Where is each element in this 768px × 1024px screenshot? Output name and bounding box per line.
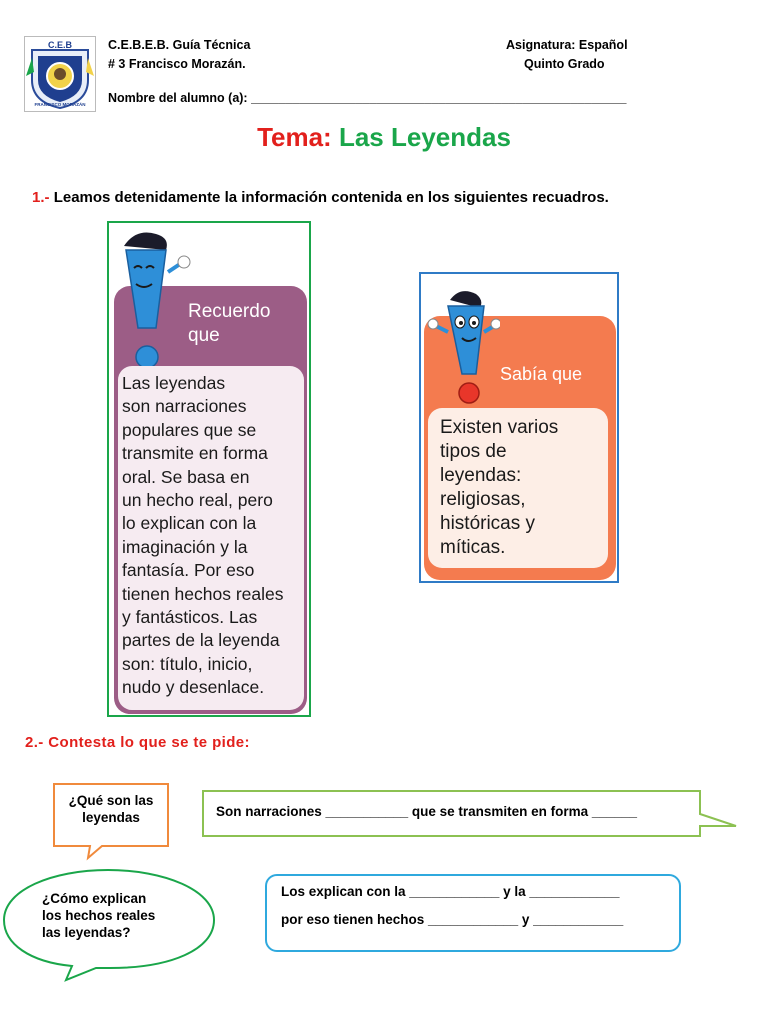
card-recuerdo-heading-line2: que <box>188 325 220 346</box>
card-recuerdo-line: fantasía. Por eso <box>122 560 255 581</box>
card-recuerdo-line: partes de la leyenda <box>122 630 280 651</box>
card-recuerdo-line: y fantásticos. Las <box>122 607 258 628</box>
grade-label: Quinto Grado <box>524 57 605 71</box>
question-2-line3: las leyendas? <box>42 925 131 940</box>
instruction-1-number: 1.- <box>32 189 50 206</box>
card-sabia-heading: Sabía que <box>500 364 583 384</box>
title-prefix: Tema: <box>257 122 332 152</box>
card-recuerdo-line: populares que se <box>122 419 257 440</box>
card-recuerdo-line: tienen hechos reales <box>122 583 284 604</box>
exclamation-character-icon <box>424 288 500 406</box>
card-recuerdo-heading-line1: Recuerdo <box>188 301 271 322</box>
card-recuerdo-line: un hecho real, pero <box>122 490 273 511</box>
school-guide-number: # 3 Francisco Morazán. <box>108 57 246 71</box>
answer-2-line2[interactable]: por eso tienen hechos ____________ y ____________ <box>281 912 624 927</box>
card-recuerdo-line: transmite en forma <box>122 443 268 464</box>
school-logo <box>24 36 96 112</box>
question-2-text <box>42 890 202 941</box>
card-sabia-line: Existen varios <box>440 417 559 438</box>
card-recuerdo-line: son: título, inicio, <box>122 653 253 674</box>
instruction-1-text: Leamos detenidamente la información contenida en los siguientes recuadros. <box>53 189 609 206</box>
question-1-line1: ¿Qué son las <box>68 793 154 808</box>
question-2-line1: ¿Cómo explican <box>42 891 147 906</box>
page-title <box>0 122 768 153</box>
card-recuerdo-text <box>122 372 304 700</box>
card-sabia-line: religiosas, <box>440 489 526 510</box>
answer-2-line1[interactable]: Los explican con la ____________ y la ____________ <box>281 884 620 899</box>
card-recuerdo-line: oral. Se basa en <box>122 466 250 487</box>
school-name: C.E.B.E.B. Guía Técnica <box>108 38 251 52</box>
exclamation-character-icon <box>116 228 196 378</box>
card-sabia-line: tipos de <box>440 441 507 462</box>
logo-text-top: C.E.B <box>47 40 73 50</box>
card-sabia-text <box>440 416 608 560</box>
card-sabia-line: míticas. <box>440 537 506 558</box>
student-name-field[interactable]: Nombre del alumno (a): ______________________________________________________ <box>108 91 627 105</box>
card-sabia-line: históricas y <box>440 513 536 534</box>
instruction-2: 2.- Contesta lo que se te pide: <box>25 734 250 751</box>
question-2-line2: los hechos reales <box>42 908 156 923</box>
card-recuerdo-line: Las leyendas <box>122 373 226 393</box>
card-recuerdo-heading <box>188 300 270 348</box>
logo-text-bottom: FRANCISCO MORAZÁN <box>34 102 86 107</box>
question-1-line2: leyendas <box>82 810 140 825</box>
answer-1-text[interactable]: Son narraciones ___________ que se transmiten en forma ______ <box>216 804 637 819</box>
card-recuerdo-line: imaginación y la <box>122 536 248 557</box>
card-recuerdo-line: son narraciones <box>122 396 247 417</box>
card-recuerdo-line: lo explican con la <box>122 513 257 534</box>
instruction-1 <box>32 189 609 206</box>
card-recuerdo-line: nudo y desenlace. <box>122 677 265 698</box>
question-1-text <box>54 792 168 826</box>
subject-label: Asignatura: Español <box>506 38 628 52</box>
card-sabia-line: leyendas: <box>440 465 522 486</box>
title-topic: Las Leyendas <box>338 122 511 152</box>
